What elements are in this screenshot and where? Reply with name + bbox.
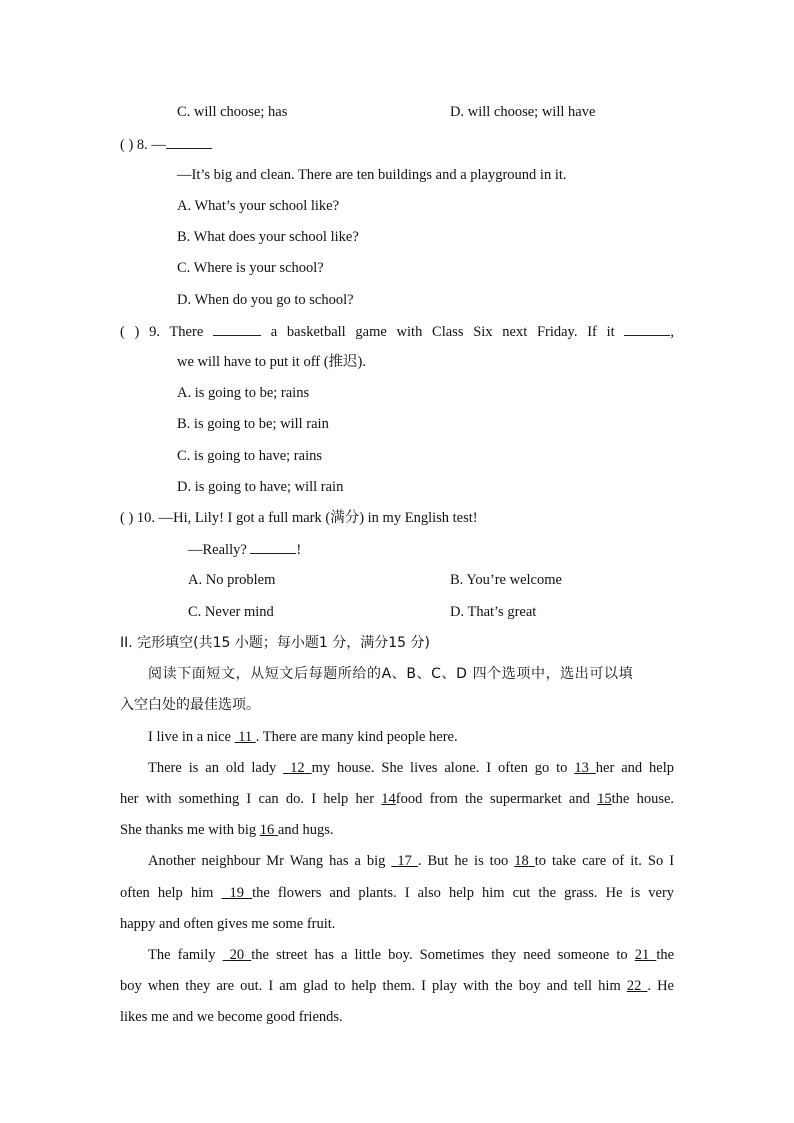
q10-reply — [188, 539, 301, 560]
passage-text: and hugs. — [277, 822, 334, 838]
answer-blank — [213, 321, 261, 336]
blank-number: 14 — [381, 791, 396, 807]
blank-13 — [574, 760, 595, 776]
q9-option-c: C. is going to have; rains — [177, 448, 322, 464]
q10-option-d: D. That’s great — [450, 604, 537, 620]
blank-number: 22 — [626, 978, 642, 994]
q8-stem — [120, 134, 212, 155]
answer-blank — [250, 539, 296, 554]
q10-stem: ( ) 10. —Hi, Lily! I got a full mark (满分) in my English test! — [120, 510, 478, 526]
q8-option-c: C. Where is your school? — [177, 260, 324, 276]
passage-text: my house. She lives alone. I often go to — [311, 760, 568, 776]
q8-option-a: A. What’s your school like? — [177, 198, 340, 214]
passage-text: to take care of it. So I — [534, 853, 674, 869]
q9-continuation: we will have to put it off (推迟). — [177, 354, 367, 370]
blank-21 — [635, 947, 657, 963]
blank-17 — [391, 853, 417, 869]
passage-line-1 — [148, 727, 458, 747]
passage-line-4 — [120, 820, 333, 840]
blank-15 — [597, 791, 612, 807]
passage-line-2 — [148, 758, 674, 778]
q10-option-b: B. You’re welcome — [450, 572, 562, 588]
passage-line-6 — [120, 883, 674, 903]
q8-reply: —It’s big and clean. There are ten buildings and a playground in it. — [177, 167, 567, 183]
q9-number: ( ) 9. There — [120, 324, 204, 340]
passage-text: . He — [647, 978, 674, 994]
passage-text: The family — [148, 947, 216, 963]
blank-11 — [235, 729, 256, 745]
blank-number: 20 — [229, 947, 245, 963]
passage-text: boy when they are out. I am glad to help them. I play with the boy and tell him — [120, 978, 621, 994]
q8-number: ( ) 8. — — [120, 137, 166, 153]
blank-12 — [283, 760, 311, 776]
passage-line-10: likes me and we become good friends. — [120, 1009, 343, 1025]
q10-option-c: C. Never mind — [188, 604, 274, 620]
q9-option-a: A. is going to be; rains — [177, 385, 310, 401]
passage-text: She thanks me with big — [120, 822, 257, 838]
q10-option-a: A. No problem — [188, 572, 276, 588]
blank-number: 11 — [238, 729, 253, 745]
q10-reply-text: —Really? — [188, 542, 247, 558]
passage-line-3 — [120, 789, 674, 809]
blank-14 — [381, 791, 396, 807]
passage-text: often help him — [120, 885, 214, 901]
q8-option-d: D. When do you go to school? — [177, 292, 354, 308]
blank-number: 12 — [290, 760, 305, 776]
blank-number: 13 — [574, 760, 589, 776]
passage-text: the — [656, 947, 674, 963]
passage-text: . There are many kind people here. — [255, 729, 458, 745]
blank-number: 17 — [397, 853, 412, 869]
passage-line-5 — [148, 851, 674, 871]
answer-blank — [166, 134, 212, 149]
passage-text: food from the supermarket and — [395, 791, 590, 807]
blank-20 — [223, 947, 252, 963]
blank-16 — [260, 822, 278, 838]
passage-text: the house. — [611, 791, 674, 807]
blank-number: 21 — [634, 947, 650, 963]
q9-stem-end: , — [670, 324, 674, 340]
q9-stem — [120, 321, 674, 341]
section-title: II. 完形填空(共15 小题；每小题1 分，满分15 分) — [120, 635, 430, 651]
blank-number: 19 — [229, 885, 245, 901]
passage-text: I live in a nice — [148, 729, 231, 745]
passage-text: the street has a little boy. Sometimes they need someone to — [251, 947, 628, 963]
q7-option-c: C. will choose; has — [177, 104, 288, 120]
q8-option-b: B. What does your school like? — [177, 229, 359, 245]
q10-reply-end: ! — [296, 542, 302, 558]
passage-text: her with something I can do. I help her — [120, 791, 375, 807]
passage-text: the flowers and plants. I also help him cut the grass. He is very — [252, 885, 674, 901]
answer-blank — [624, 321, 670, 336]
blank-19 — [221, 885, 252, 901]
passage-line-7: happy and often gives me some fruit. — [120, 916, 336, 932]
passage-line-8 — [148, 945, 674, 965]
passage-text: her and help — [595, 760, 674, 776]
passage-line-9 — [120, 976, 674, 996]
q9-stem-cont — [177, 352, 366, 372]
blank-number: 18 — [514, 853, 529, 869]
q7-option-d: D. will choose; will have — [450, 104, 596, 120]
passage-text: There is an old lady — [148, 760, 277, 776]
passage-text: . But he is too — [417, 853, 509, 869]
blank-22 — [627, 978, 648, 994]
q9-stem-text: a basketball game with Class Six next Friday. If it — [270, 324, 615, 340]
blank-number: 15 — [597, 791, 612, 807]
passage-text: Another neighbour Mr Wang has a big — [148, 853, 386, 869]
blank-number: 16 — [259, 822, 275, 838]
section-instruction: 阅读下面短文，从短文后每题所给的A、B、C、D 四个选项中，选出可以填 — [148, 666, 634, 682]
q9-option-d: D. is going to have; will rain — [177, 479, 344, 495]
section-instruction-cont: 入空白处的最佳选项。 — [120, 697, 260, 713]
blank-18 — [514, 853, 534, 869]
q9-option-b: B. is going to be; will rain — [177, 416, 329, 432]
